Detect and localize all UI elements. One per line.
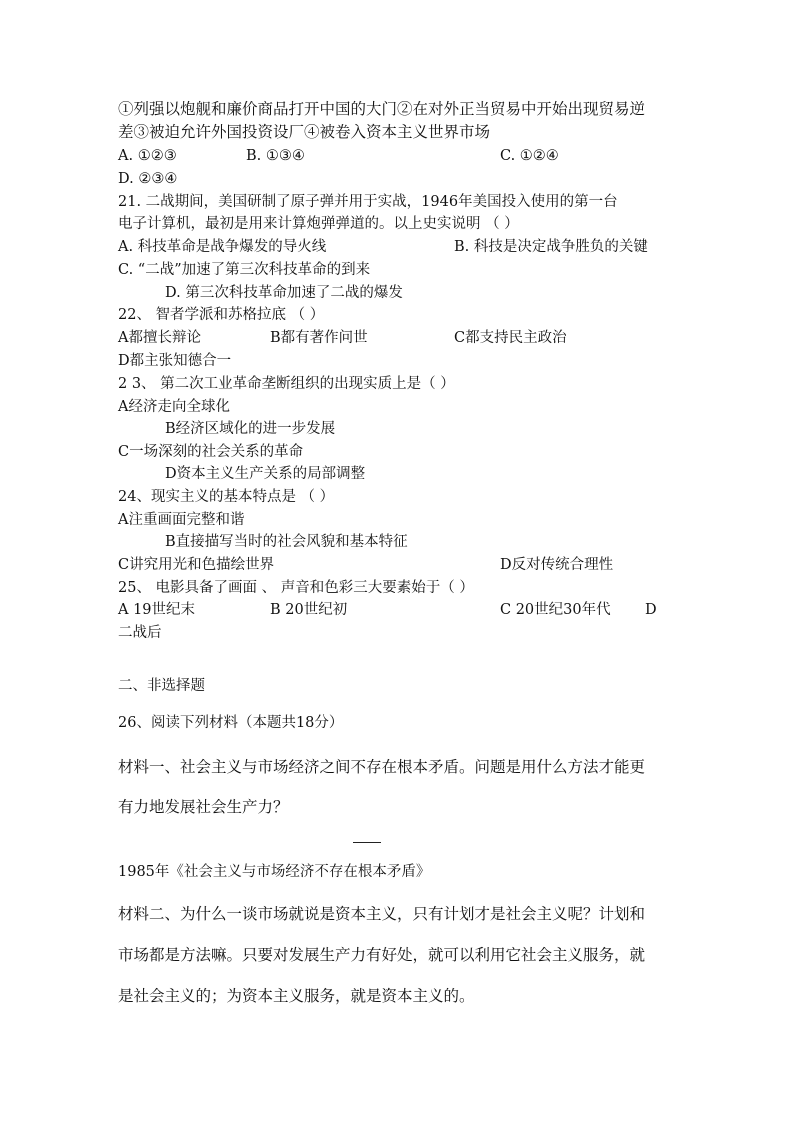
q26-stem: 26、阅读下列材料（本题共18分） (118, 715, 344, 731)
q26-material1-source: 1985年《社会主义与市场经济不存在根本矛盾》 (118, 864, 431, 880)
q22-option-d: D都主张知德合一 (118, 353, 232, 369)
q20-option-d: D. ②③④ (118, 171, 178, 187)
q26-material1-line1: 材料一、社会主义与市场经济之间不存在根本矛盾。问题是用什么方法才能更 (118, 758, 646, 776)
q20-stem-line1: ①列强以炮舰和廉价商品打开中国的大门②在对外正当贸易中开始出现贸易逆 (118, 100, 646, 118)
q20-option-c: C. ①②④ (500, 148, 559, 164)
q23-option-c: C一场深刻的社会关系的革命 (118, 444, 304, 460)
q21-stem-line1: 21. 二战期间，美国研制了原子弹并用于实战，1946年美国投入使用的第一台 (118, 194, 618, 210)
q25-option-a: A 19世纪末 (118, 602, 196, 618)
q22-option-b: B都有著作问世 (270, 330, 368, 346)
q20-option-a: A. ①②③ (118, 148, 177, 164)
q24-option-b: B直接描写当时的社会风貌和基本特征 (165, 534, 408, 550)
q24-option-a: A注重画面完整和谐 (118, 512, 245, 528)
q22-option-c: C都支持民主政治 (454, 330, 567, 346)
q21-stem-line2: 电子计算机，最初是用来计算炮弹弹道的。以上史实说明 （ ） (118, 216, 519, 232)
q21-option-a: A. 科技革命是战争爆发的导火线 (118, 239, 327, 255)
q25-option-d-letter: D (645, 602, 657, 618)
q23-option-a: A经济走向全球化 (118, 399, 230, 415)
section-heading: 二、非选择题 (118, 678, 205, 694)
q23-option-b: B经济区域化的进一步发展 (165, 421, 336, 437)
q25-option-b: B 20世纪初 (270, 602, 348, 618)
q26-material2-line2: 市场都是方法嘛。只要对发展生产力有好处，就可以利用它社会主义服务，就 (118, 946, 646, 964)
q22-option-a: A都擅长辩论 (118, 330, 201, 346)
q21-option-b: B. 科技是决定战争胜负的关键 (454, 239, 648, 255)
q26-material1-line2: 有力地发展社会生产力？ (118, 798, 289, 816)
source-dash (353, 842, 381, 843)
q23-stem: 2 3、 第二次工业革命垄断组织的出现实质上是（ ） (118, 376, 455, 392)
q24-option-c: C讲究用光和色描绘世界 (118, 557, 275, 573)
q23-option-d: D资本主义生产关系的局部调整 (165, 466, 366, 482)
q24-stem: 24、现实主义的基本特点是 （ ） (118, 489, 335, 505)
q21-option-d: D. 第三次科技革命加速了二战的爆发 (165, 285, 403, 301)
q22-stem: 22、 智者学派和苏格拉底 （ ） (118, 307, 325, 323)
q24-option-d: D反对传统合理性 (500, 557, 614, 573)
q26-material2-line1: 材料二、为什么一谈市场就说是资本主义，只有计划才是社会主义呢？计划和 (118, 905, 646, 923)
q25-option-c: C 20世纪30年代 (500, 602, 611, 618)
q20-stem-line2: 差③被迫允许外国投资设厂④被卷入资本主义世界市场 (118, 123, 491, 141)
q21-option-c: C. “二战”加速了第三次科技革命的到来 (118, 262, 371, 278)
q25-stem: 25、 电影具备了画面 、 声音和色彩三大要素始于（ ） (118, 580, 474, 596)
q26-material2-line3: 是社会主义的；为资本主义服务，就是资本主义的。 (118, 987, 475, 1005)
q25-option-d-text: 二战后 (118, 625, 162, 641)
q20-option-b: B. ①③④ (246, 148, 305, 164)
